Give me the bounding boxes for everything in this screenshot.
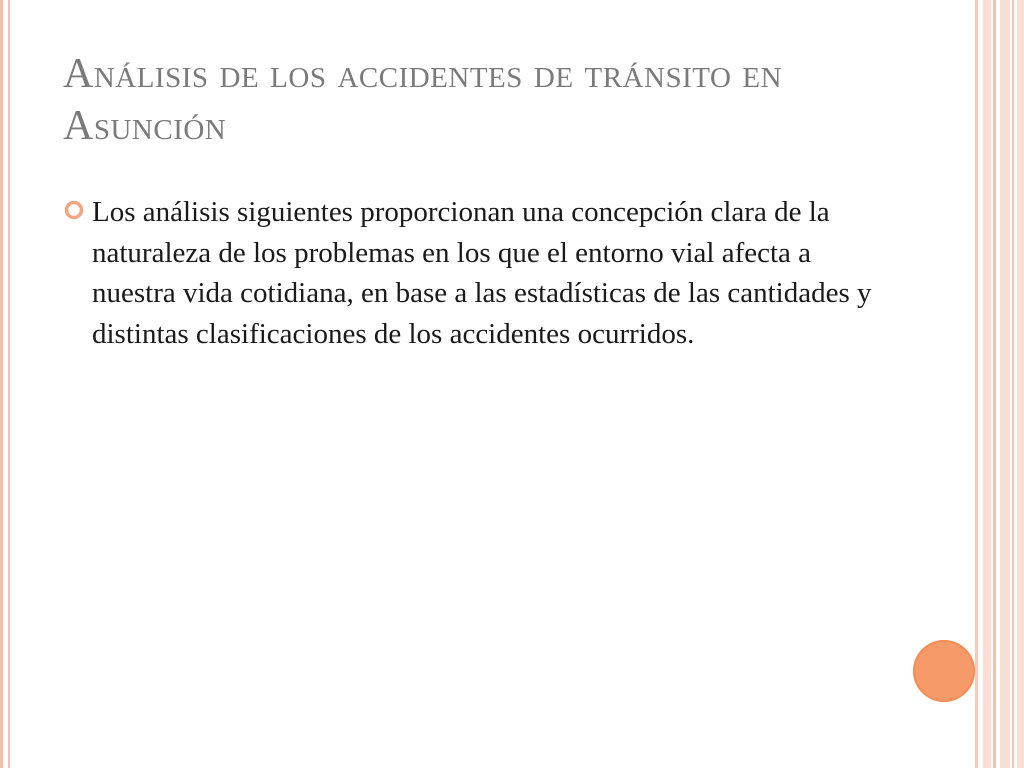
left-border-line: [0, 0, 3, 768]
right-border-stripe: [1012, 0, 1014, 768]
decorative-circle: [913, 640, 975, 702]
left-border-line-inner: [8, 0, 10, 768]
right-border-stripe: [1017, 0, 1024, 768]
slide-title: Análisis de los accidentes de tránsito en Asunción: [63, 51, 783, 149]
bullet-item: [63, 192, 883, 354]
right-border-stripe: [983, 0, 991, 768]
right-border-stripe: [1000, 0, 1010, 768]
right-border-stripe: [975, 0, 978, 768]
bullet-text: Los análisis siguientes proporcionan una concepción clara de la naturaleza de los problemas en los que el entorno vial afecta a nuestra vida cotidiana, en base a las estadísticas de las cantidades y distintas clasificaciones de los accidentes ocurridos.: [92, 196, 872, 350]
right-border-stripe: [993, 0, 996, 768]
hollow-circle-bullet-icon: [63, 199, 85, 221]
